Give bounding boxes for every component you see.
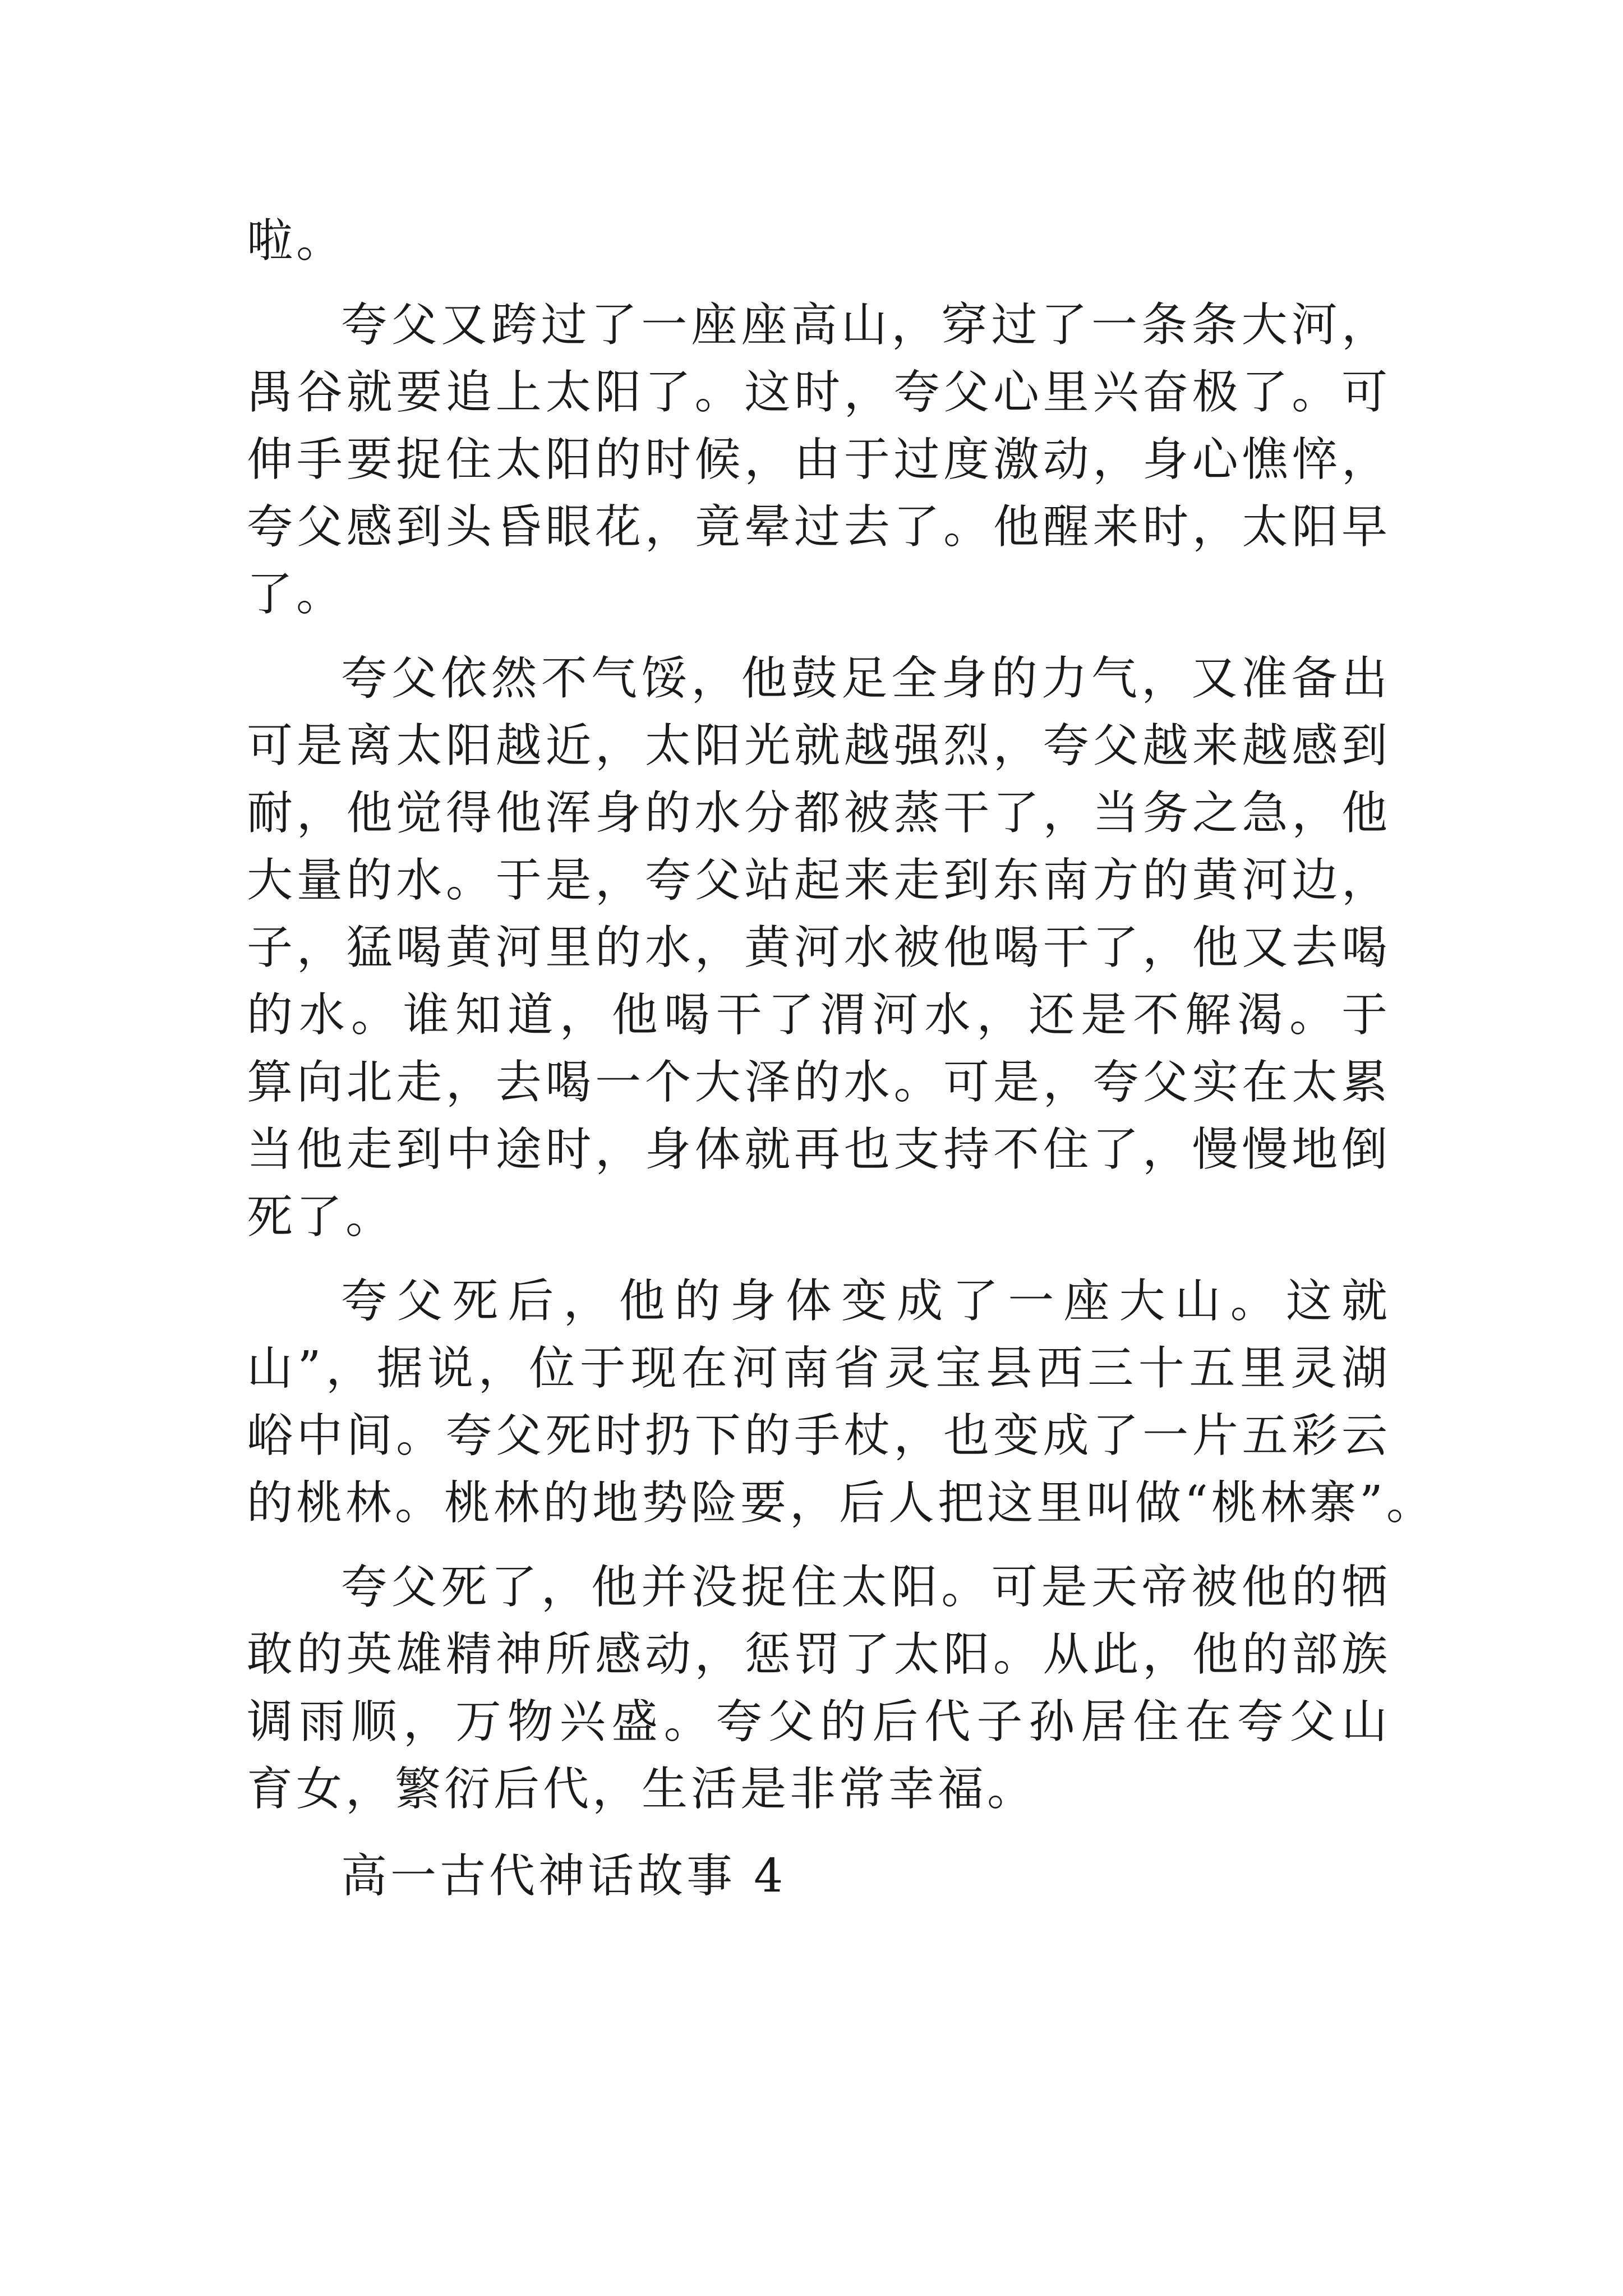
text-line: 大量的水。于是，夸父站起来走到东南方的黄河边， [247, 854, 1391, 907]
text-line: 夸父感到头昏眼花，竟晕过去了。他醒来时，太阳早 [247, 500, 1391, 554]
text-line: 可是离太阳越近，太阳光就越强烈，夸父越来越感到 [247, 719, 1391, 772]
text-line: 死了。 [247, 1190, 395, 1244]
paragraph-first-line: 夸父死后，他的身体变成了一座大山。这就 [341, 1274, 1391, 1328]
text-line: 禺谷就要追上太阳了。这时，夸父心里兴奋极了。可 [247, 366, 1391, 419]
text-line: 调雨顺，万物兴盛。夸父的后代子孙居住在夸父山 [247, 1695, 1391, 1749]
text-line: 耐，他觉得他浑身的水分都被蒸干了，当务之急，他 [247, 786, 1391, 840]
text-line: 山”，据说，位于现在河南省灵宝县西三十五里灵湖 [247, 1342, 1391, 1395]
text-line: 峪中间。夸父死时扔下的手杖，也变成了一片五彩云 [247, 1409, 1391, 1462]
paragraph-first-line: 夸父又跨过了一座座高山，穿过了一条条大河， [341, 298, 1391, 352]
text-line: 的水。谁知道，他喝干了渭河水，还是不解渴。于 [247, 988, 1391, 1042]
text-line: 的桃林。桃林的地势险要，后人把这里叫做“桃林寨”。 [247, 1476, 1436, 1530]
text-line: 子，猛喝黄河里的水，黄河水被他喝干了，他又去喝 [247, 921, 1391, 974]
text-line: 当他走到中途时，身体就再也支持不住了，慢慢地倒 [247, 1123, 1391, 1176]
text-line: 啦。 [247, 214, 346, 268]
paragraph-first-line: 夸父依然不气馁，他鼓足全身的力气，又准备出 [341, 652, 1391, 705]
text-line: 伸手要捉住太阳的时候，由于过度激动，身心憔悴， [247, 433, 1391, 486]
text-line: 育女，繁衍后代，生活是非常幸福。 [247, 1763, 1037, 1816]
section-heading: 高一古代神话故事 4 [341, 1849, 787, 1903]
paragraph-first-line: 夸父死了，他并没捉住太阳。可是天帝被他的牺 [341, 1561, 1391, 1614]
text-line: 了。 [247, 568, 346, 621]
text-line: 算向北走，去喝一个大泽的水。可是，夸父实在太累 [247, 1056, 1391, 1109]
text-line: 敢的英雄精神所感动，惩罚了太阳。从此，他的部族 [247, 1628, 1391, 1681]
